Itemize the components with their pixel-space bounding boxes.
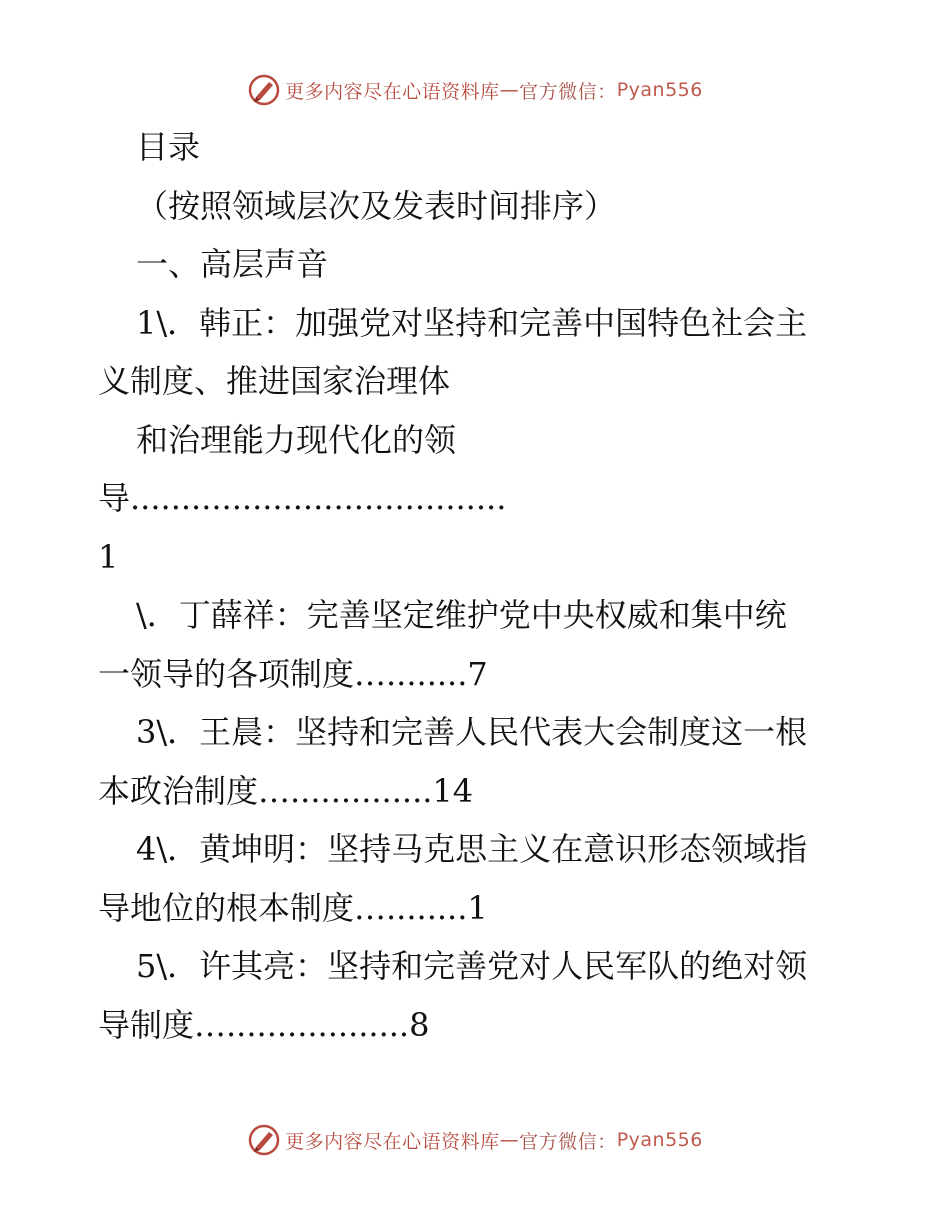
watermark-dash: — (499, 1129, 520, 1151)
toc-entry-5-line-2: 导制度…..................8 (98, 1005, 430, 1044)
toc-entry-1-page: 1 (98, 537, 119, 576)
toc-entry-4-line-2: 导地位的根本制度…........1 (98, 888, 488, 927)
section-heading: 一、高层声音 (136, 245, 329, 283)
watermark-wechat-id: Pyan556 (616, 1129, 703, 1151)
watermark-text: 更多内容尽在心语资料库 (285, 1130, 500, 1153)
toc-entry-3-line-2: 本政治制度…..............14 (98, 771, 474, 810)
toc-entry-1-line-4: 导..................................... (98, 479, 507, 517)
pen-logo-icon (247, 1123, 281, 1157)
toc-entry-2-line-2: 一领导的各项制度…........7 (98, 654, 488, 693)
toc-entry-3-line-1: 3\．王晨：坚持和完善人民代表大会制度这一根 (136, 713, 808, 751)
watermark-wechat-label: 官方微信： (519, 80, 617, 103)
toc-subtitle: （按照领域层次及发表时间排序） (136, 186, 617, 225)
watermark-dash: — (499, 79, 520, 101)
toc-entry-5-line-1: 5\．许其亮：坚持和完善党对人民军队的绝对领 (136, 947, 808, 985)
pen-logo-icon (247, 73, 281, 107)
toc-entry-1-line-3: 和治理能力现代化的领 (136, 420, 457, 459)
toc-entry-4-line-1: 4\．黄坤明：坚持马克思主义在意识形态领域指 (136, 830, 808, 868)
toc-content (98, 118, 858, 1054)
watermark-text: 更多内容尽在心语资料库 (285, 80, 500, 103)
footer-watermark (0, 1120, 950, 1160)
toc-entry-2-line-1: \．丁薛祥：完善坚定维护党中央权威和集中统 (136, 596, 787, 634)
toc-entry-1-line-1: 1\．韩正：加强党对坚持和完善中国特色社会主 (136, 303, 808, 342)
toc-entry-1-line-2: 义制度、推进国家治理体 (98, 362, 451, 400)
watermark-wechat-id: Pyan556 (616, 79, 703, 101)
watermark-wechat-label: 官方微信： (519, 1130, 617, 1153)
toc-title: 目录 (136, 128, 201, 166)
header-watermark (0, 70, 950, 110)
